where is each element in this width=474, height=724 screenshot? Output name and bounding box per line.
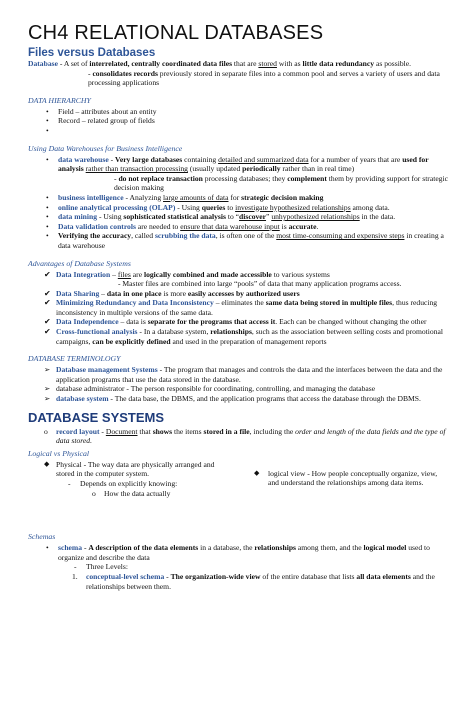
list-item-database-system: ➢ database system - The data base, the DBMS, and the application programs that access the database through the DBMS. <box>44 394 421 404</box>
consolidates-note: - consolidates records previously stored in separate files into a common pool and serves a variety of users and data processing applications <box>88 68 440 88</box>
list-item-data-independence: ✔ Data Independence – data is separate for the programs that access it. Each can be changed without changing the other <box>44 317 427 327</box>
schemas-heading: Schemas <box>28 532 56 542</box>
database-systems-heading: DATABASE SYSTEMS <box>28 409 165 425</box>
list-item-data-integration: ✔ Data Integration – files are logically combined and made accessible to various systems <box>44 269 330 279</box>
logical-column <box>238 460 448 498</box>
physical-column <box>28 460 238 498</box>
checkmark-icon: ✔ <box>44 327 51 337</box>
diamond-bullet-icon: ◆ <box>44 459 50 468</box>
record-layout-item: o record layout - Document that shows the items stored in a file, including the order and length of the data fields and the type of data stored. <box>44 426 446 446</box>
master-files-note: - Master files are combined into large “pools” of data that many application programs access. <box>118 279 402 289</box>
dw-note: - do not replace transaction processing databases; they complement them by providing support for strategic decision making <box>114 173 448 193</box>
arrow-bullet-icon: ➢ <box>44 394 51 404</box>
page-title: CH4 RELATIONAL DATABASES <box>28 22 324 44</box>
document-page <box>28 22 448 591</box>
checkmark-icon: ✔ <box>44 298 51 308</box>
logical-vs-physical-heading: Logical vs Physical <box>28 448 90 458</box>
list-item: • Field – attributes about an entity <box>28 107 448 117</box>
list-item-data-mining: • data mining - Using sophisticated statistical analysis to “discover” unhypothesized relationships in the data. <box>28 212 448 222</box>
list-item-data-sharing: ✔ Data Sharing – data in one place is more easily accesses by authorized users <box>44 288 300 298</box>
arrow-bullet-icon: ➢ <box>44 384 51 394</box>
data-hierarchy-heading: DATA HIERARCHY <box>28 95 91 105</box>
terminology-list <box>28 365 448 403</box>
list-item-schema: • schema - A description of the data elements in a database, the relationships among them, and the logical model used to organize and describe the data <box>28 543 448 562</box>
list-item-verifying-accuracy: • Verifying the accuracy, called scrubbing the data, is often one of the most time-consuming and expensive steps in creating a data warehouse <box>28 231 448 250</box>
checkmark-icon: ✔ <box>44 317 51 327</box>
logical-physical-columns <box>28 460 448 498</box>
warehouses-heading: Using Data Warehouses for Business Intelligence <box>28 143 183 153</box>
logical-view-item: ◆ logical view - How people conceptually organize, view, and understand the relationships among data items. <box>254 468 438 488</box>
conceptual-level-item: 1. conceptual-level schema - The organization-wide view of the entire database that lists all data elements and the relationships between them. <box>72 571 435 591</box>
list-item-dbms: ➢ Database management Systems - The program that manages and controls the data and the interfaces between the data and the application programs that use the data stored in the database. <box>44 365 443 384</box>
checkmark-icon: ✔ <box>44 269 51 279</box>
three-levels-item: - Three Levels: <box>74 562 128 572</box>
list-item-validation-controls: • Data validation controls are needed to ensure that data warehouse input is accurate. <box>28 222 448 232</box>
circle-bullet-icon: o <box>44 426 48 436</box>
list-item-minimizing-redundancy: ✔ Minimizing Redundancy and Data Inconsistency – eliminates the same data being stored in multiple files, thus reducing inconsistency in multiple versions of the same data. <box>44 298 438 317</box>
terminology-heading: DATABASE TERMINOLOGY <box>28 354 121 364</box>
advantages-heading: Advantages of Database Systems <box>28 258 131 268</box>
list-item-database-administrator: ➢ database administrator - The person responsible for coordinating, controlling, and managing the database <box>44 384 376 394</box>
checkmark-icon: ✔ <box>44 288 51 298</box>
list-item-business-intelligence: • business intelligence - Analyzing large amounts of data for strategic decision making <box>28 193 448 203</box>
list-item <box>28 126 448 136</box>
list-item-olap: • online analytical processing (OLAP) - Using queries to investigate hypothesized relationships among data. <box>28 203 448 213</box>
database-definition: Database - A set of interrelated, centrally coordinated data files that are stored with as little data redundancy as possible. <box>28 59 411 68</box>
circle-bullet-icon: o <box>92 488 96 498</box>
schemas-list <box>28 543 448 562</box>
depends-item: - Depends on explicitly knowing: <box>68 479 178 488</box>
diamond-bullet-icon: ◆ <box>254 468 260 477</box>
how-item: o How the data actually <box>92 488 171 498</box>
physical-item: ◆ Physical - The way data are physically arranged and stored in the computer system. <box>44 459 215 479</box>
advantages-list <box>28 270 448 280</box>
section-heading-files: Files versus Databases <box>28 47 156 59</box>
arrow-bullet-icon: ➢ <box>44 365 51 375</box>
warehouses-list <box>28 155 448 174</box>
list-item-data-warehouse: • data warehouse - Very large databases containing detailed and summarized data for a number of years that are used for analysis rather than transaction processing (usually updated periodically rather than in real time) <box>28 155 448 174</box>
data-hierarchy-list <box>28 107 448 136</box>
list-item-cross-functional: ✔ Cross-functional analysis - In a database system, relationships, such as the association between selling costs and promotional campaigns, can be explicitly defined and used in the preparation of management reports <box>44 327 443 346</box>
list-item: • Record – related group of fields <box>28 116 448 126</box>
